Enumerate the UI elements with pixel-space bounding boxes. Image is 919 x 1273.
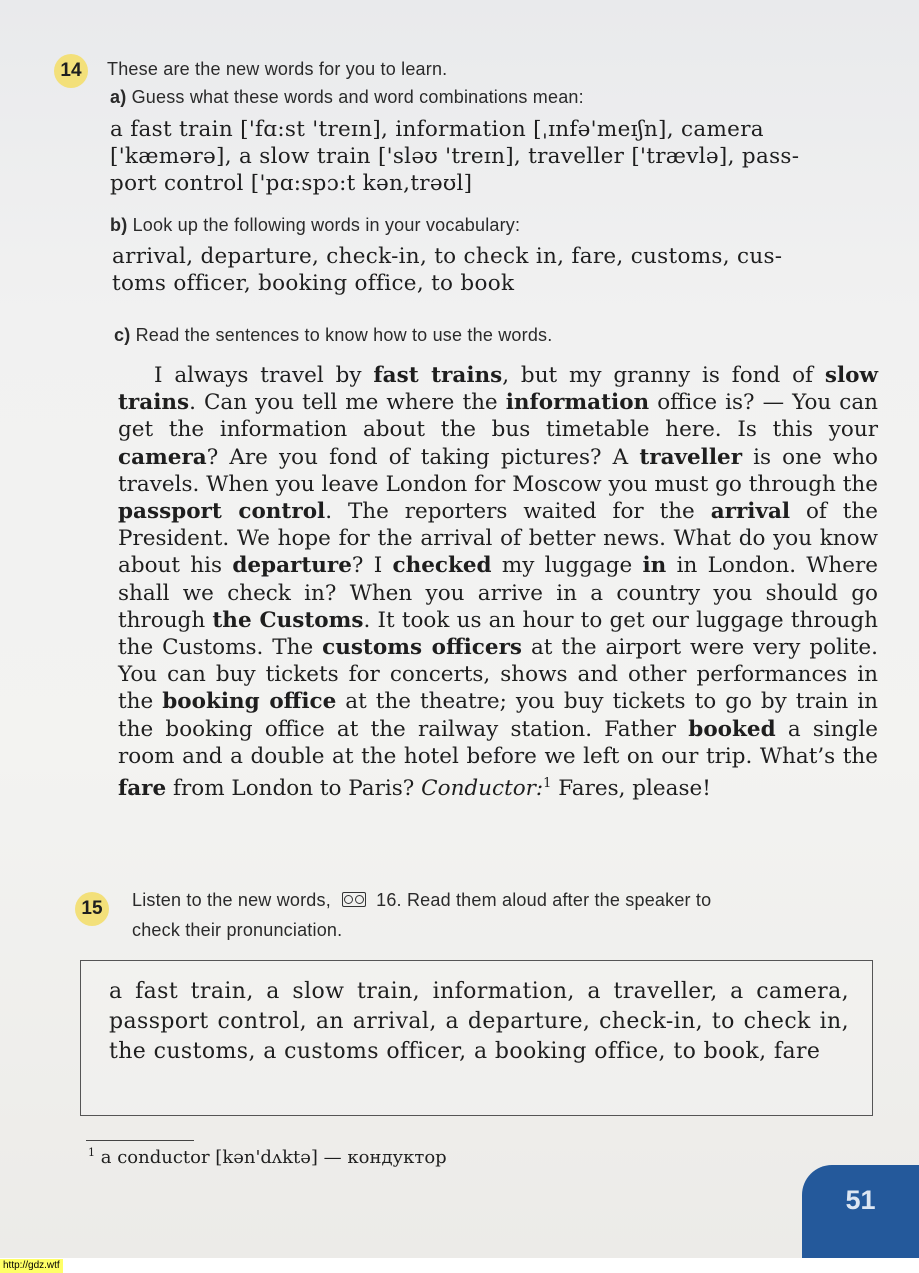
exercise-14-number: 14	[54, 54, 88, 88]
footnote-text: a conductor [kən'dʌktə] — кондуктор	[100, 1147, 447, 1168]
exercise-15-instruction	[132, 890, 711, 911]
highlighted-word: the Customs	[212, 607, 364, 633]
task-a-label: a)	[110, 87, 127, 107]
sentence-text: at the theatre; you buy tickets to go by train in the booking office at the railway station. Father	[118, 689, 878, 742]
footnote-divider	[86, 1140, 194, 1141]
exercise-15-text-end: 16. Read them aloud after the speaker to	[376, 890, 712, 910]
sentence-text: my luggage	[491, 553, 643, 579]
sentence-text: . It took us an hour to get our luggage through the Customs. The	[118, 607, 879, 661]
task-c-label: c)	[114, 325, 131, 345]
exercise-14-title: These are the new words for you to learn.	[107, 59, 448, 79]
task-c-sentences	[118, 362, 878, 802]
sentence-text: in London. Where shall we check in? When you arrive in a country you should go through	[118, 553, 879, 633]
task-b-line: toms officer, booking office, to book	[112, 271, 515, 296]
footnote-ref: 1	[543, 776, 552, 792]
task-b-text: Look up the following words in your vocabulary:	[132, 215, 521, 235]
vocabulary-box	[80, 960, 873, 1116]
task-b-label: b)	[110, 215, 128, 235]
sentence-text: I always travel by	[154, 363, 374, 388]
highlighted-word: checked	[392, 553, 492, 579]
task-a-words	[110, 116, 799, 197]
highlighted-word: information	[505, 390, 650, 416]
sentence-text: . Can you tell me where the	[189, 390, 506, 416]
task-a-line: port control ['pɑ:spɔ:t kən,trəʊl]	[110, 171, 473, 196]
cd-audio-icon	[342, 892, 366, 907]
highlighted-word: departure	[232, 553, 352, 579]
highlighted-word: slow trains	[118, 363, 878, 416]
vocabulary-box-text: a fast train, a slow train, information, a traveller, a camera, passport control, an arrival, a departure, check-in, to check in, the customs, a customs officer, a booking office, to book, fare	[109, 979, 849, 1064]
highlighted-word: passport control	[118, 499, 326, 525]
sentence-text: of the President. We hope for the arrival of better news. What do you know about his	[118, 499, 878, 579]
watermark-link[interactable]: http://gdz.wtf	[0, 1259, 63, 1273]
task-b-words	[112, 243, 782, 297]
footnote-marker: 1	[88, 1146, 95, 1159]
task-a-text: Guess what these words and word combinations mean:	[131, 87, 584, 107]
sentence-text: ? I	[351, 553, 393, 579]
highlighted-word: traveller	[639, 444, 743, 470]
sentence-text: is one who travels. When you leave London for Moscow you must go through the	[118, 444, 878, 497]
sentence-text: , but my granny is fond of	[502, 363, 825, 388]
highlighted-word: fare	[118, 776, 167, 802]
task-c-text: Read the sentences to know how to use the words.	[135, 325, 553, 345]
task-b-instruction	[110, 215, 520, 236]
task-c-instruction	[114, 325, 552, 346]
highlighted-word: fast trains	[373, 363, 503, 388]
highlighted-word: arrival	[710, 499, 791, 525]
sentence-text: from London to Paris?	[166, 776, 422, 802]
exercise-15-instruction-line2: check their pronunciation.	[132, 920, 343, 940]
sentence-text: at the airport were very polite. You can buy tickets for concerts, shows and other performances in the	[118, 635, 878, 715]
task-a-line: a fast train ['fɑ:st 'treɪn], information [ˌɪnfə'meɪʃn], camera	[110, 117, 764, 142]
task-a-line: ['kæmərə], a slow train ['sləʊ 'treɪn], traveller ['trævlə], pass-	[110, 144, 800, 169]
sentence-text: Conductor:	[421, 776, 544, 802]
highlighted-word: booking office	[162, 689, 337, 715]
footnote	[88, 1146, 447, 1168]
sentence-text: . The reporters waited for the	[325, 499, 711, 525]
sentence-text: Fares, please!	[551, 776, 711, 802]
task-b-line: arrival, departure, check-in, to check in, fare, customs, cus-	[112, 244, 783, 269]
task-a-instruction	[110, 87, 584, 108]
exercise-15-text-start: Listen to the new words,	[132, 890, 331, 910]
sentence-text: office is? — You can get the information about the bus timetable here. Is this your	[118, 390, 879, 443]
page-number: 51	[802, 1165, 919, 1258]
sentence-text: a single room and a double at the hotel before we left on our trip. What’s the	[118, 716, 878, 769]
highlighted-word: in	[642, 553, 667, 579]
highlighted-word: customs officers	[322, 635, 523, 661]
highlighted-word: camera	[118, 444, 207, 470]
exercise-15-number: 15	[75, 892, 109, 926]
sentence-text: ? Are you fond of taking pictures? A	[206, 444, 640, 470]
highlighted-word: booked	[688, 716, 776, 742]
